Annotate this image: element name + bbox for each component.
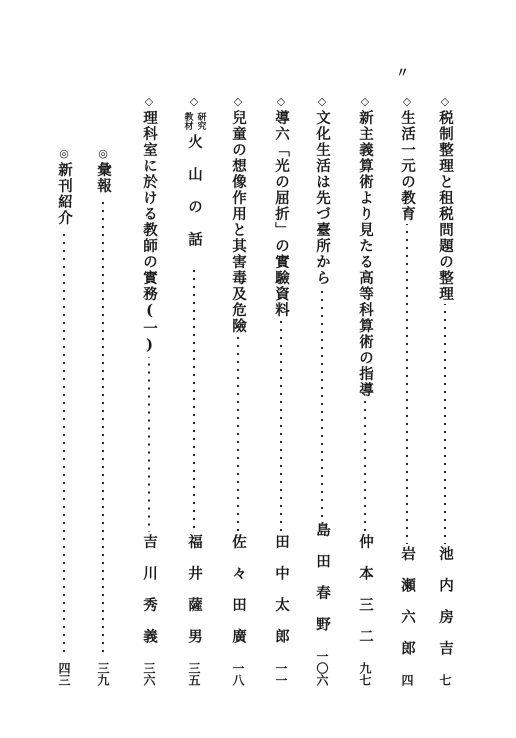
toc-entry[interactable] xyxy=(53,148,75,686)
double-circle-bullet-icon: ◎ xyxy=(98,147,108,160)
entry-page-number: 四三 xyxy=(57,662,71,686)
entry-page-number: 七 xyxy=(438,674,452,686)
toc-entry[interactable] xyxy=(434,96,456,686)
diamond-bullet-icon: ◇ xyxy=(317,95,327,108)
entry-title: 火山の話 xyxy=(186,134,203,264)
entry-page-number: 一一 xyxy=(274,662,288,686)
double-circle-bullet-icon: ◎ xyxy=(59,147,69,160)
entry-title: 新主義算術より見たる高等科算術の指導 xyxy=(357,110,374,398)
toc-entry[interactable] xyxy=(311,96,333,686)
toc-entry[interactable] xyxy=(354,96,376,686)
diamond-bullet-icon: ◇ xyxy=(402,95,412,108)
category-tag xyxy=(183,112,206,130)
toc-entry[interactable] xyxy=(92,148,114,686)
diamond-bullet-icon: ◇ xyxy=(440,95,450,108)
dot-leader xyxy=(311,288,333,520)
toc-entry[interactable] xyxy=(227,96,249,686)
entry-title: 導六「光の屈折」の實驗資料 xyxy=(273,110,290,318)
category-tag-line: 教材 xyxy=(182,112,193,130)
entry-author: 池内房吉 xyxy=(437,546,454,672)
diamond-bullet-icon: ◇ xyxy=(360,95,370,108)
dot-leader xyxy=(53,228,75,658)
entry-author: 田中太郎 xyxy=(273,534,290,660)
diamond-bullet-icon: ◇ xyxy=(144,95,154,108)
toc-entry[interactable] xyxy=(138,96,160,686)
diamond-bullet-icon: ◇ xyxy=(276,95,286,108)
diamond-bullet-icon: ◇ xyxy=(233,95,243,108)
entry-title: 理科室に於ける教師の實務(一) xyxy=(141,110,158,355)
dot-leader xyxy=(270,320,292,532)
entry-title: 税制整理と租税問題の整理 xyxy=(437,110,454,302)
page-mark: 〃 xyxy=(396,66,410,81)
toc-entry[interactable] xyxy=(183,96,205,686)
dot-leader xyxy=(434,304,456,544)
entry-title: 兒童の想像作用と其害毒及危險 xyxy=(230,110,247,334)
entry-author: 福井薩男 xyxy=(186,534,203,660)
dot-leader xyxy=(354,400,376,532)
entry-page-number: 九七 xyxy=(358,662,372,686)
dot-leader xyxy=(227,336,249,532)
dot-leader xyxy=(396,224,418,544)
entry-author: 吉川秀義 xyxy=(141,534,158,660)
entry-title: 彙報 xyxy=(95,162,112,194)
entry-title: 生活一元の教育 xyxy=(399,110,416,222)
entry-author: 島田春野 xyxy=(314,522,331,648)
dot-leader xyxy=(138,357,160,532)
entry-page-number: 一〇六 xyxy=(315,650,329,686)
dot-leader xyxy=(92,196,114,658)
entry-title: 新刊紹介 xyxy=(56,162,73,226)
entry-page-number: 三五 xyxy=(187,662,201,686)
toc-entry[interactable] xyxy=(270,96,292,686)
category-tag-line: 研究 xyxy=(195,112,206,130)
entry-page-number: 三九 xyxy=(96,662,110,686)
dot-leader xyxy=(183,266,205,532)
entry-page-number: 四 xyxy=(400,674,414,686)
toc-entry[interactable] xyxy=(396,96,418,686)
entry-page-number: 一八 xyxy=(231,662,245,686)
entry-page-number: 三六 xyxy=(142,662,156,686)
entry-author: 岩瀬六郎 xyxy=(399,546,416,672)
entry-title: 文化生活は先づ臺所から xyxy=(314,110,331,286)
entry-author: 仲本三二 xyxy=(357,534,374,660)
diamond-bullet-icon: ◇ xyxy=(189,95,199,108)
entry-author: 佐々田廣 xyxy=(230,534,247,660)
